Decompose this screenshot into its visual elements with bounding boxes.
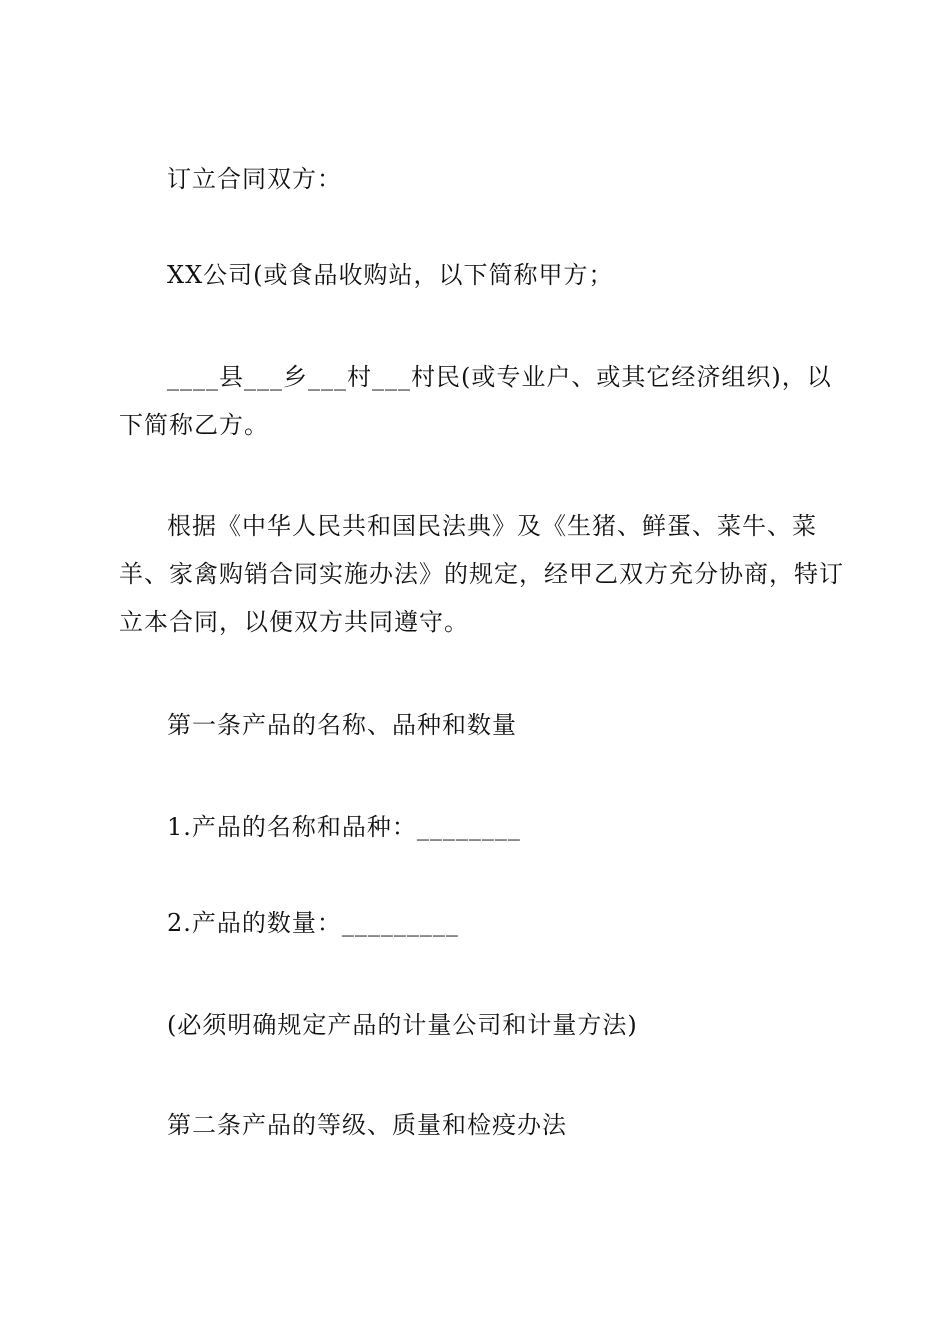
- party-b-paragraph: ____县___乡___村___村民(或专业户、或其它经济组织)，以下简称乙方。: [119, 363, 832, 439]
- product-name-field: 1.产品的名称和品种：________: [167, 813, 521, 841]
- party-a-paragraph: XX公司(或食品收购站，以下简称甲方；: [167, 261, 614, 289]
- article-two-heading: 第二条产品的等级、质量和检疫办法: [167, 1111, 567, 1139]
- measurement-note: (必须明确规定产品的计量公司和计量方法): [167, 1011, 638, 1039]
- product-quantity-field: 2.产品的数量：_________: [167, 909, 459, 937]
- contract-parties-heading: 订立合同双方：: [167, 165, 342, 193]
- article-one-heading: 第一条产品的名称、品种和数量: [167, 711, 517, 739]
- legal-basis-paragraph: 根据《中华人民共和国民法典》及《生猪、鲜蛋、菜牛、菜羊、家禽购销合同实施办法》的规定，经甲乙双方充分协商，特订立本合同，以便双方共同遵守。: [119, 512, 844, 636]
